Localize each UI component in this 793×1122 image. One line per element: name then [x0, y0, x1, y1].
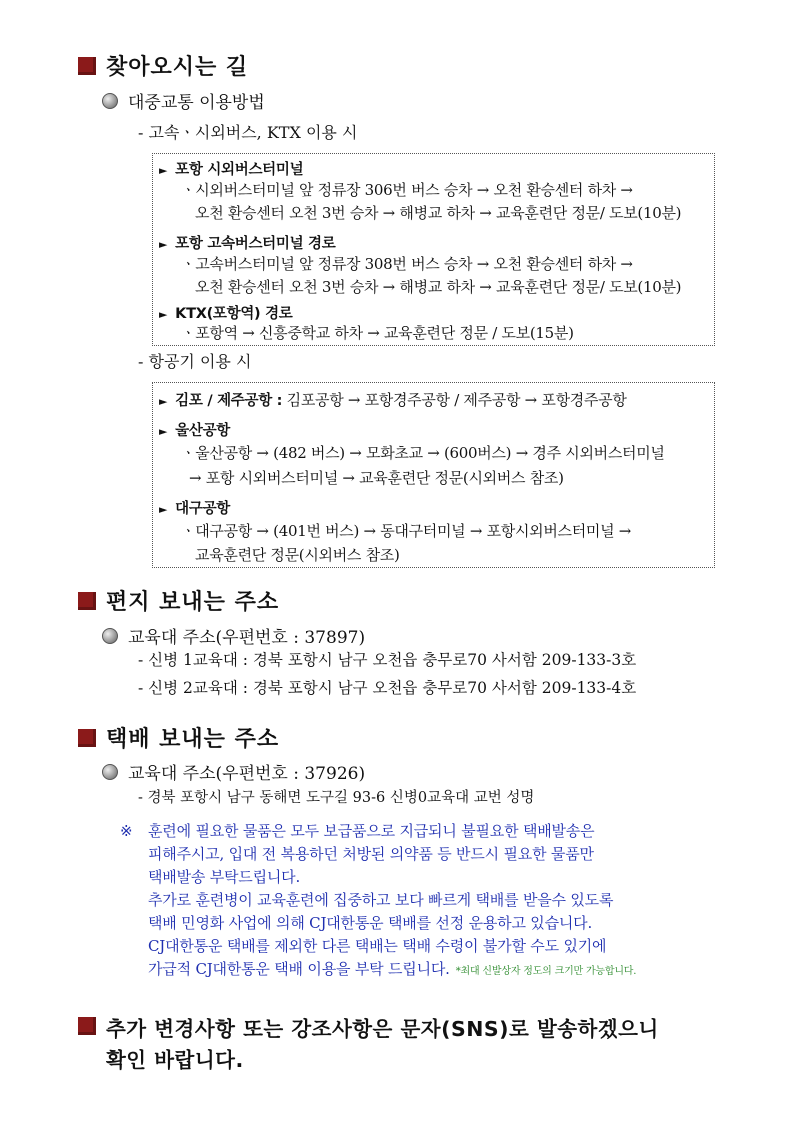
- route-line: 오천 환승센터 오천 3번 승차 → 해병교 하차 → 교육훈련단 정문/ 도보(10분): [195, 278, 682, 296]
- route-title: ► KTX(포항역) 경로: [159, 306, 293, 322]
- section-square-icon: [78, 592, 96, 610]
- section-title: 택배 보내는 주소: [106, 727, 280, 752]
- address-line: - 신병 2교육대 : 경북 포항시 남구 오천읍 충무로70 사서함 209-133-4호: [138, 679, 637, 697]
- triangle-icon: ►: [159, 164, 168, 177]
- section-square-icon: [78, 729, 96, 747]
- circle-bullet-icon: [102, 628, 118, 644]
- triangle-icon: ►: [159, 308, 168, 321]
- reference-mark-icon: ※: [120, 822, 133, 840]
- letter-address-bullet: 교육대 주소(우편번호 : 37897): [102, 623, 365, 648]
- route-line: ► 김포 / 제주공항 : 김포공항 → 포항경주공항 / 제주공항 → 포항경주공항: [159, 391, 627, 409]
- section-title: 찾아오시는 길: [106, 55, 249, 80]
- address-line: - 신병 1교육대 : 경북 포항시 남구 오천읍 충무로70 사서함 209-133-3호: [138, 651, 637, 669]
- route-title: ► 포항 시외버스터미널: [159, 162, 304, 178]
- route-line: ㆍ대구공항 → (401번 버스) → 동대구터미널 → 포항시외버스터미널 →: [181, 522, 632, 540]
- triangle-icon: ►: [159, 238, 168, 251]
- route-line: 교육훈련단 정문(시외버스 참조): [195, 546, 400, 564]
- triangle-icon: ►: [159, 395, 168, 408]
- section-letter: [78, 585, 279, 616]
- notice-line: 택배발송 부탁드립니다.: [148, 868, 301, 886]
- air-label: - 항공기 이용 시: [138, 352, 252, 371]
- notice-line: 추가로 훈련병이 교육훈련에 집중하고 보다 빠르게 택배를 받을수 있도록: [148, 891, 614, 909]
- circle-bullet-icon: [102, 764, 118, 780]
- address-line: - 경북 포항시 남구 동해면 도구길 93-6 신병0교육대 교번 성명: [138, 790, 535, 806]
- route-line: ㆍ울산공항 → (482 버스) → 모화초교 → (600버스) → 경주 시외버스터미널: [181, 444, 665, 462]
- section-parcel: [78, 722, 279, 753]
- route-line: ㆍ시외버스터미널 앞 정류장 306번 버스 승차 → 오천 환승센터 하차 →: [181, 181, 633, 199]
- bus-ktx-box: [152, 153, 715, 346]
- section-directions: [78, 50, 248, 81]
- route-title: ► 대구공항: [159, 501, 230, 517]
- triangle-icon: ►: [159, 425, 168, 438]
- final-notice-line: 추가 변경사항 또는 강조사항은 문자(SNS)로 발송하겠으니: [106, 1017, 659, 1041]
- circle-bullet-icon: [102, 93, 118, 109]
- final-notice-line: 확인 바랍니다.: [106, 1048, 244, 1072]
- triangle-icon: ►: [159, 503, 168, 516]
- size-limit-note: *최대 신발상자 정도의 크기만 가능합니다.: [455, 966, 637, 977]
- route-title: ► 울산공항: [159, 423, 230, 439]
- notice-line: 훈련에 필요한 물품은 모두 보급품으로 지급되니 불필요한 택배발송은: [148, 822, 595, 840]
- public-transport-bullet: 대중교통 이용방법: [102, 88, 265, 113]
- air-box: [152, 382, 715, 568]
- notice-line: CJ대한통운 택배를 제외한 다른 택배는 택배 수령이 불가할 수도 있기에: [148, 937, 607, 955]
- route-line: ㆍ포항역 → 신흥중학교 하차 → 교육훈련단 정문 / 도보(15분): [181, 324, 574, 342]
- notice-line: 피해주시고, 입대 전 복용하던 처방된 의약품 등 반드시 필요한 물품만: [148, 845, 594, 863]
- route-line: ㆍ고속버스터미널 앞 정류장 308번 버스 승차 → 오천 환승센터 하차 →: [181, 255, 633, 273]
- route-title: ► 포항 고속버스터미널 경로: [159, 236, 336, 252]
- section-square-icon: [78, 57, 96, 75]
- parcel-address-bullet: 교육대 주소(우편번호 : 37926): [102, 759, 365, 784]
- notice-line: 가급적 CJ대한통운 택배 이용을 부탁 드립니다. *최대 신발상자 정도의 크기만 가능합니다.: [148, 960, 637, 978]
- bus-ktx-label: - 고속ㆍ시외버스, KTX 이용 시: [138, 123, 358, 142]
- section-title: 편지 보내는 주소: [106, 590, 280, 615]
- route-line: → 포항 시외버스터미널 → 교육훈련단 정문(시외버스 참조): [189, 469, 564, 487]
- section-square-icon: [78, 1017, 96, 1035]
- notice-line: 택배 민영화 사업에 의해 CJ대한통운 택배를 선정 운용하고 있습니다.: [148, 914, 593, 932]
- route-line: 오천 환승센터 오천 3번 승차 → 해병교 하차 → 교육훈련단 정문/ 도보(10분): [195, 204, 682, 222]
